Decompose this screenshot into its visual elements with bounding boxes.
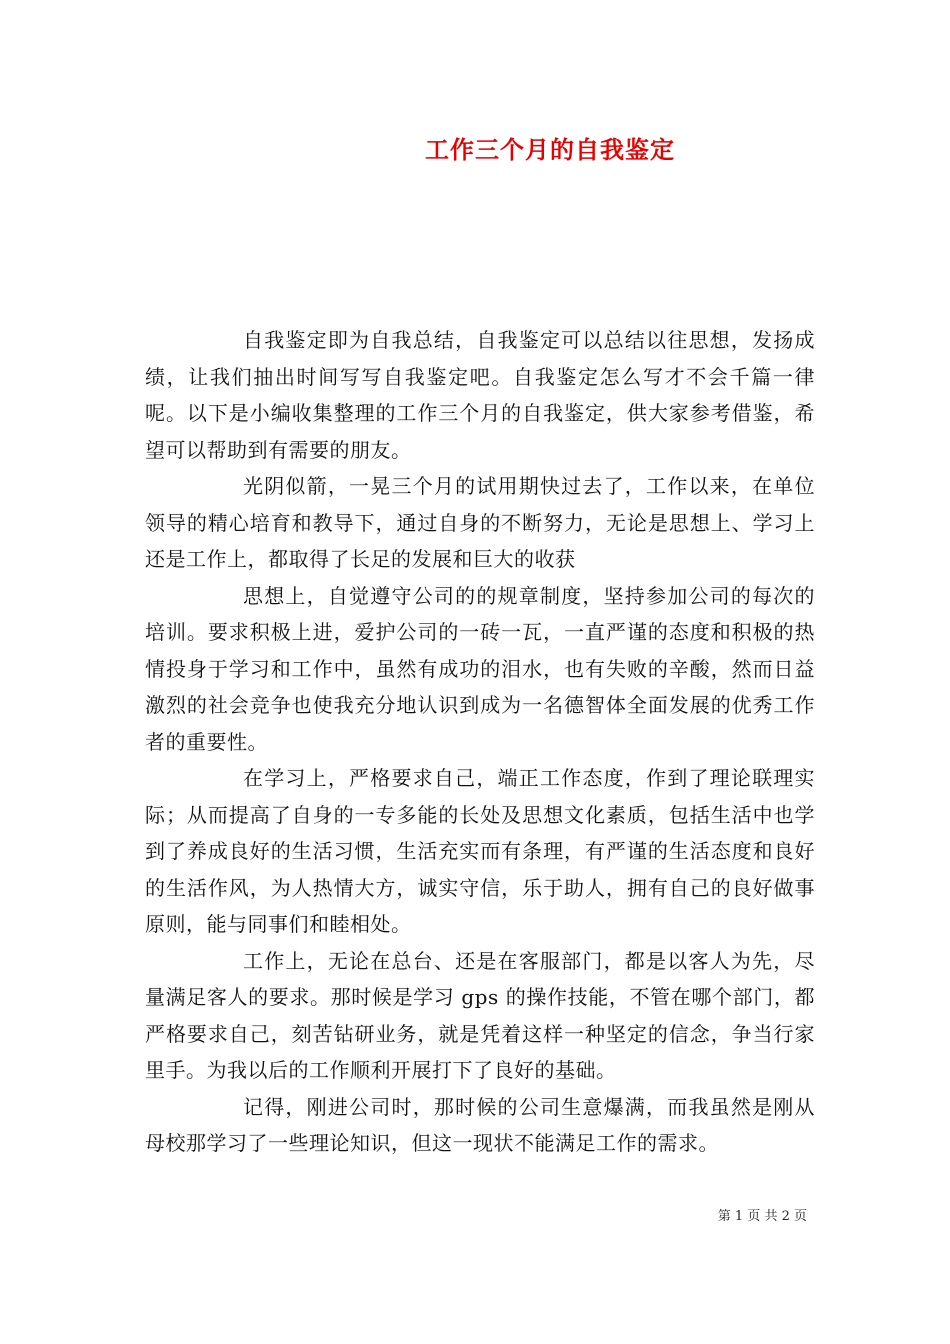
page-number-footer: 第 1 页 共 2 页 xyxy=(717,1209,807,1224)
paragraph-thought: 思想上，自觉遵守公司的的规章制度，坚持参加公司的每次的培训。要求积极上进，爱护公司的一砖一瓦，一直严谨的态度和积极的热情投身于学习和工作中，虽然有成功的泪水，也有失败的辛酸，然而日益激烈的社会竞争也使我充分地认识到成为一名德智体全面发展的优秀工作者的重要性。 xyxy=(145,583,815,754)
document-title: 工作三个月的自我鉴定 xyxy=(425,135,675,164)
paragraph-summary: 光阴似箭，一晃三个月的试用期快过去了，工作以来，在单位领导的精心培育和教导下，通过自身的不断努力，无论是思想上、学习上还是工作上，都取得了长足的发展和巨大的收获 xyxy=(145,474,815,571)
paragraph-memory: 记得，刚进公司时，那时候的公司生意爆满，而我虽然是刚从母校那学习了一些理论知识，但这一现状不能满足工作的需求。 xyxy=(145,1094,815,1155)
paragraph-work: 工作上，无论在总台、还是在客服部门，都是以客人为先，尽量满足客人的要求。那时候是学习 gps 的操作技能，不管在哪个部门，都严格要求自己，刻苦钻研业务，就是凭着这样一种坚定的信念，争当行家里手。为我以后的工作顺利开展打下了良好的基础。 xyxy=(145,948,815,1082)
document-body xyxy=(145,322,815,1162)
paragraph-intro: 自我鉴定即为自我总结，自我鉴定可以总结以往思想，发扬成绩，让我们抽出时间写写自我鉴定吧。自我鉴定怎么写才不会千篇一律呢。以下是小编收集整理的工作三个月的自我鉴定，供大家参考借鉴，希望可以帮助到有需要的朋友。 xyxy=(145,328,815,462)
paragraph-study: 在学习上，严格要求自己，端正工作态度，作到了理论联理实际；从而提高了自身的一专多能的长处及思想文化素质，包括生活中也学到了养成良好的生活习惯，生活充实而有条理，有严谨的生活态度和良好的生活作风，为人热情大方，诚实守信，乐于助人，拥有自己的良好做事原则，能与同事们和睦相处。 xyxy=(145,766,815,936)
